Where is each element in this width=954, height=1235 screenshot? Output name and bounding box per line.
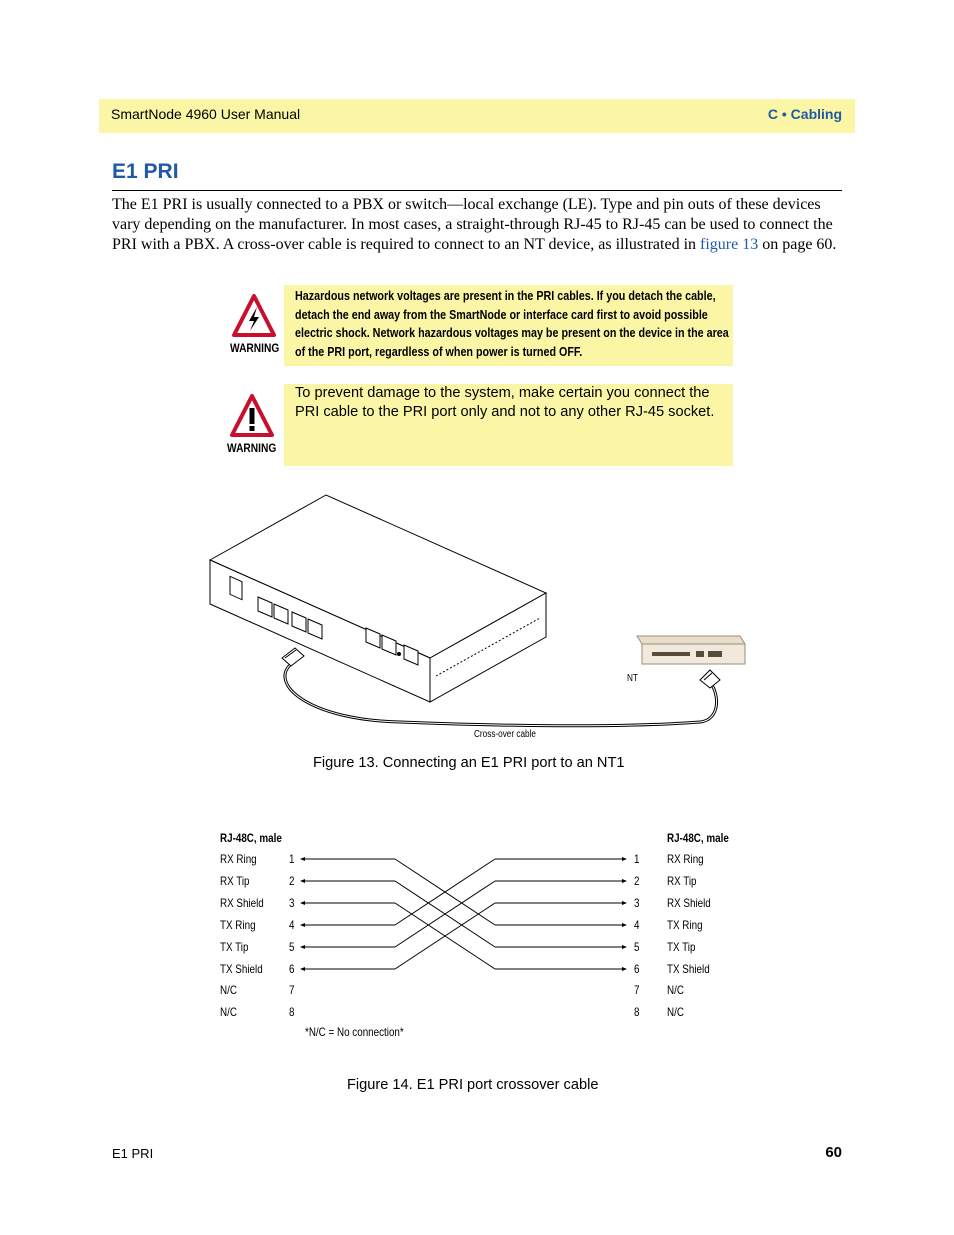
nt-device xyxy=(637,636,745,664)
left-pin-name-5: TX Tip xyxy=(220,940,249,954)
right-pin-num-1: 1 xyxy=(634,852,640,866)
left-pin-name-4: TX Ring xyxy=(220,918,256,932)
figure-13-link[interactable]: figure 13 xyxy=(700,236,759,253)
left-pin-name-6: TX Shield xyxy=(220,962,263,976)
right-pin-name-3: RX Shield xyxy=(667,896,711,910)
warning-label-2: WARNING xyxy=(227,441,277,455)
title-rule xyxy=(112,190,842,191)
warning-text-2: To prevent damage to the system, make certain you connect the PRI cable to the PRI port only and not to any other RJ-45 socket. xyxy=(295,385,715,420)
page-number: 60 xyxy=(825,1144,842,1161)
section-title: E1 PRI xyxy=(112,160,179,183)
right-connector-header: RJ-48C, male xyxy=(667,831,729,845)
left-pin-num-6: 6 xyxy=(289,962,295,976)
figure-14-caption: Figure 14. E1 PRI port crossover cable xyxy=(347,1077,599,1093)
right-pin-name-4: TX Ring xyxy=(667,918,703,932)
right-pin-name-6: TX Shield xyxy=(667,962,710,976)
right-pin-name-5: TX Tip xyxy=(667,940,696,954)
left-pin-num-1: 1 xyxy=(289,852,295,866)
cable-label: Cross-over cable xyxy=(474,729,536,740)
chapter-title: C • Cabling xyxy=(767,106,842,122)
right-pin-num-5: 5 xyxy=(634,940,640,954)
warning-label-1: WARNING xyxy=(230,341,280,355)
right-pin-num-8: 8 xyxy=(634,1005,640,1019)
nt-label: NT xyxy=(627,673,638,684)
right-pin-num-2: 2 xyxy=(634,874,640,888)
body-paragraph xyxy=(112,195,844,255)
left-pin-name-2: RX Tip xyxy=(220,874,250,888)
right-pin-name-7: N/C xyxy=(667,983,684,997)
right-pin-num-3: 3 xyxy=(634,896,640,910)
right-pin-num-6: 6 xyxy=(634,962,640,976)
figure-13-caption: Figure 13. Connecting an E1 PRI port to an NT1 xyxy=(313,755,625,771)
right-pin-num-4: 4 xyxy=(634,918,640,932)
exclamation-warning-icon xyxy=(230,393,274,438)
left-pin-name-3: RX Shield xyxy=(220,896,264,910)
right-pin-num-7: 7 xyxy=(634,983,640,997)
left-pin-num-5: 5 xyxy=(289,940,295,954)
rj45-plug-left xyxy=(282,648,304,666)
right-pin-name-2: RX Tip xyxy=(667,874,697,888)
left-pin-name-8: N/C xyxy=(220,1005,237,1019)
left-pin-name-7: N/C xyxy=(220,983,237,997)
electric-shock-warning-icon xyxy=(232,293,276,338)
body-text-start: The E1 PRI is usually connected to a PBX or switch—local exchange (LE). Type and pin outs of these devices vary depending on the manufacturer. In most cases, a straight-through RJ-45 to RJ-45 can be used to connect the PRI with a PBX. A cross-over cable is required to connect to an NT device, as illustrated in xyxy=(112,196,833,253)
right-pin-name-1: RX Ring xyxy=(667,852,704,866)
left-connector-header: RJ-48C, male xyxy=(220,831,282,845)
warning-text-1: Hazardous network voltages are present in the PRI cables. If you detach the cable, detach the end away from the SmartNode or interface card first to avoid possible electric shock. Network hazardous voltages may be present on the device in the area of the PRI port, regardless of when power is turned OFF. xyxy=(295,289,729,359)
crossover-wiring xyxy=(300,850,630,980)
manual-title: SmartNode 4960 User Manual xyxy=(111,106,301,122)
left-pin-num-7: 7 xyxy=(289,983,295,997)
figure-13-illustration xyxy=(200,490,760,750)
footer-section: E1 PRI xyxy=(112,1146,154,1161)
body-text-end: on page 60. xyxy=(758,236,837,253)
left-pin-num-3: 3 xyxy=(289,896,295,910)
right-pin-name-8: N/C xyxy=(667,1005,684,1019)
left-pin-name-1: RX Ring xyxy=(220,852,257,866)
nc-note: *N/C = No connection* xyxy=(305,1025,404,1039)
left-pin-num-4: 4 xyxy=(289,918,295,932)
left-pin-num-2: 2 xyxy=(289,874,295,888)
left-pin-num-8: 8 xyxy=(289,1005,295,1019)
rj45-plug-right xyxy=(700,670,720,688)
